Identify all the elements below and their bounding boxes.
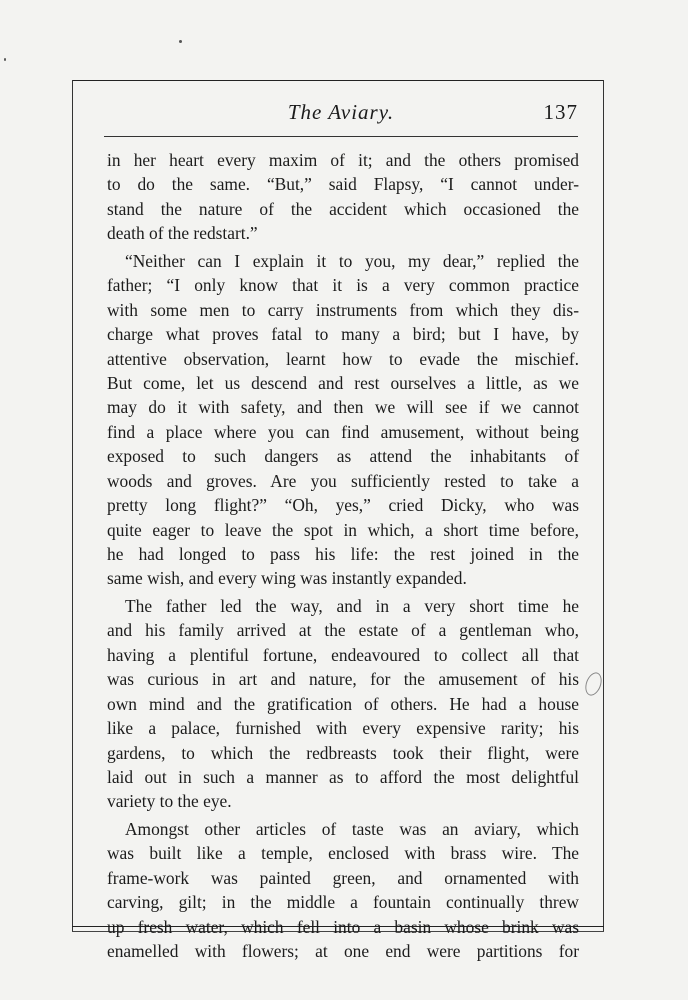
text-line: pretty long flight?” “Oh, yes,” cried Dicky, who was	[107, 495, 579, 516]
page-border-left	[72, 80, 73, 932]
paragraph	[107, 249, 579, 591]
text-line: was curious in art and nature, for the amusement of his	[107, 669, 579, 690]
text-line: carving, gilt; in the middle a fountain continually threw	[107, 892, 579, 913]
text-line: But come, let us descend and rest ourselves a little, as we	[107, 372, 579, 393]
page-border-right	[603, 80, 604, 932]
text-line: variety to the eye.	[107, 791, 232, 812]
text-line: to do the same. “But,” said Flapsy, “I cannot under-	[107, 174, 579, 195]
ink-speck	[4, 58, 6, 61]
text-line: “Neither can I explain it to you, my dear,” replied the	[125, 250, 579, 271]
text-line: with some men to carry instruments from which they dis-	[107, 299, 579, 320]
paragraph	[107, 148, 579, 246]
margin-mark	[582, 670, 604, 698]
text-line: gardens, to which the redbreasts took their flight, were	[107, 742, 579, 763]
text-line: stand the nature of the accident which occasioned the	[107, 198, 579, 219]
text-line: Amongst other articles of taste was an aviary, which	[125, 818, 579, 839]
text-line: charge what proves fatal to many a bird; but I have, by	[107, 324, 579, 345]
text-line: quite eager to leave the spot in which, a short time before,	[107, 519, 579, 540]
text-line: attentive observation, learnt how to evade the mischief.	[107, 348, 579, 369]
text-line: exposed to such dangers as attend the inhabitants of	[107, 446, 579, 467]
text-line: having a plentiful fortune, endeavoured to collect all that	[107, 644, 579, 665]
text-line: laid out in such a manner as to afford the most delightful	[107, 766, 579, 787]
text-line: woods and groves. Are you sufficiently rested to take a	[107, 470, 579, 491]
text-line: death of the redstart.”	[107, 223, 258, 244]
text-line: frame-work was painted green, and ornamented with	[107, 867, 579, 888]
text-line: was built like a temple, enclosed with brass wire. The	[107, 843, 579, 864]
text-line: The father led the way, and in a very short time he	[125, 595, 579, 616]
text-line: father; “I only know that it is a very common practice	[107, 275, 579, 296]
paragraph	[107, 817, 579, 964]
text-line: like a palace, furnished with every expensive rarity; his	[107, 718, 579, 739]
page-number: 137	[543, 100, 578, 124]
text-line: in her heart every maxim of it; and the others promised	[107, 150, 579, 170]
ink-speck	[179, 40, 182, 43]
running-head	[104, 100, 578, 130]
body-text	[107, 148, 579, 963]
text-line: find a place where you can find amusement, without being	[107, 421, 579, 442]
text-line: own mind and the gratification of others. He had a house	[107, 693, 579, 714]
running-title: The Aviary.	[287, 100, 395, 124]
text-line: same wish, and every wing was instantly expanded.	[107, 568, 467, 589]
text-line: may do it with safety, and then we will see if we cannot	[107, 397, 579, 418]
header-rule	[104, 136, 578, 137]
page-border-top	[72, 80, 604, 81]
text-line: and his family arrived at the estate of a gentleman who,	[107, 620, 579, 641]
text-line: he had longed to pass his life: the rest joined in the	[107, 544, 579, 564]
paragraph	[107, 594, 579, 814]
text-line: up fresh water, which fell into a basin whose brink was	[107, 916, 579, 937]
text-line: enamelled with flowers; at one end were partitions for	[107, 941, 579, 961]
